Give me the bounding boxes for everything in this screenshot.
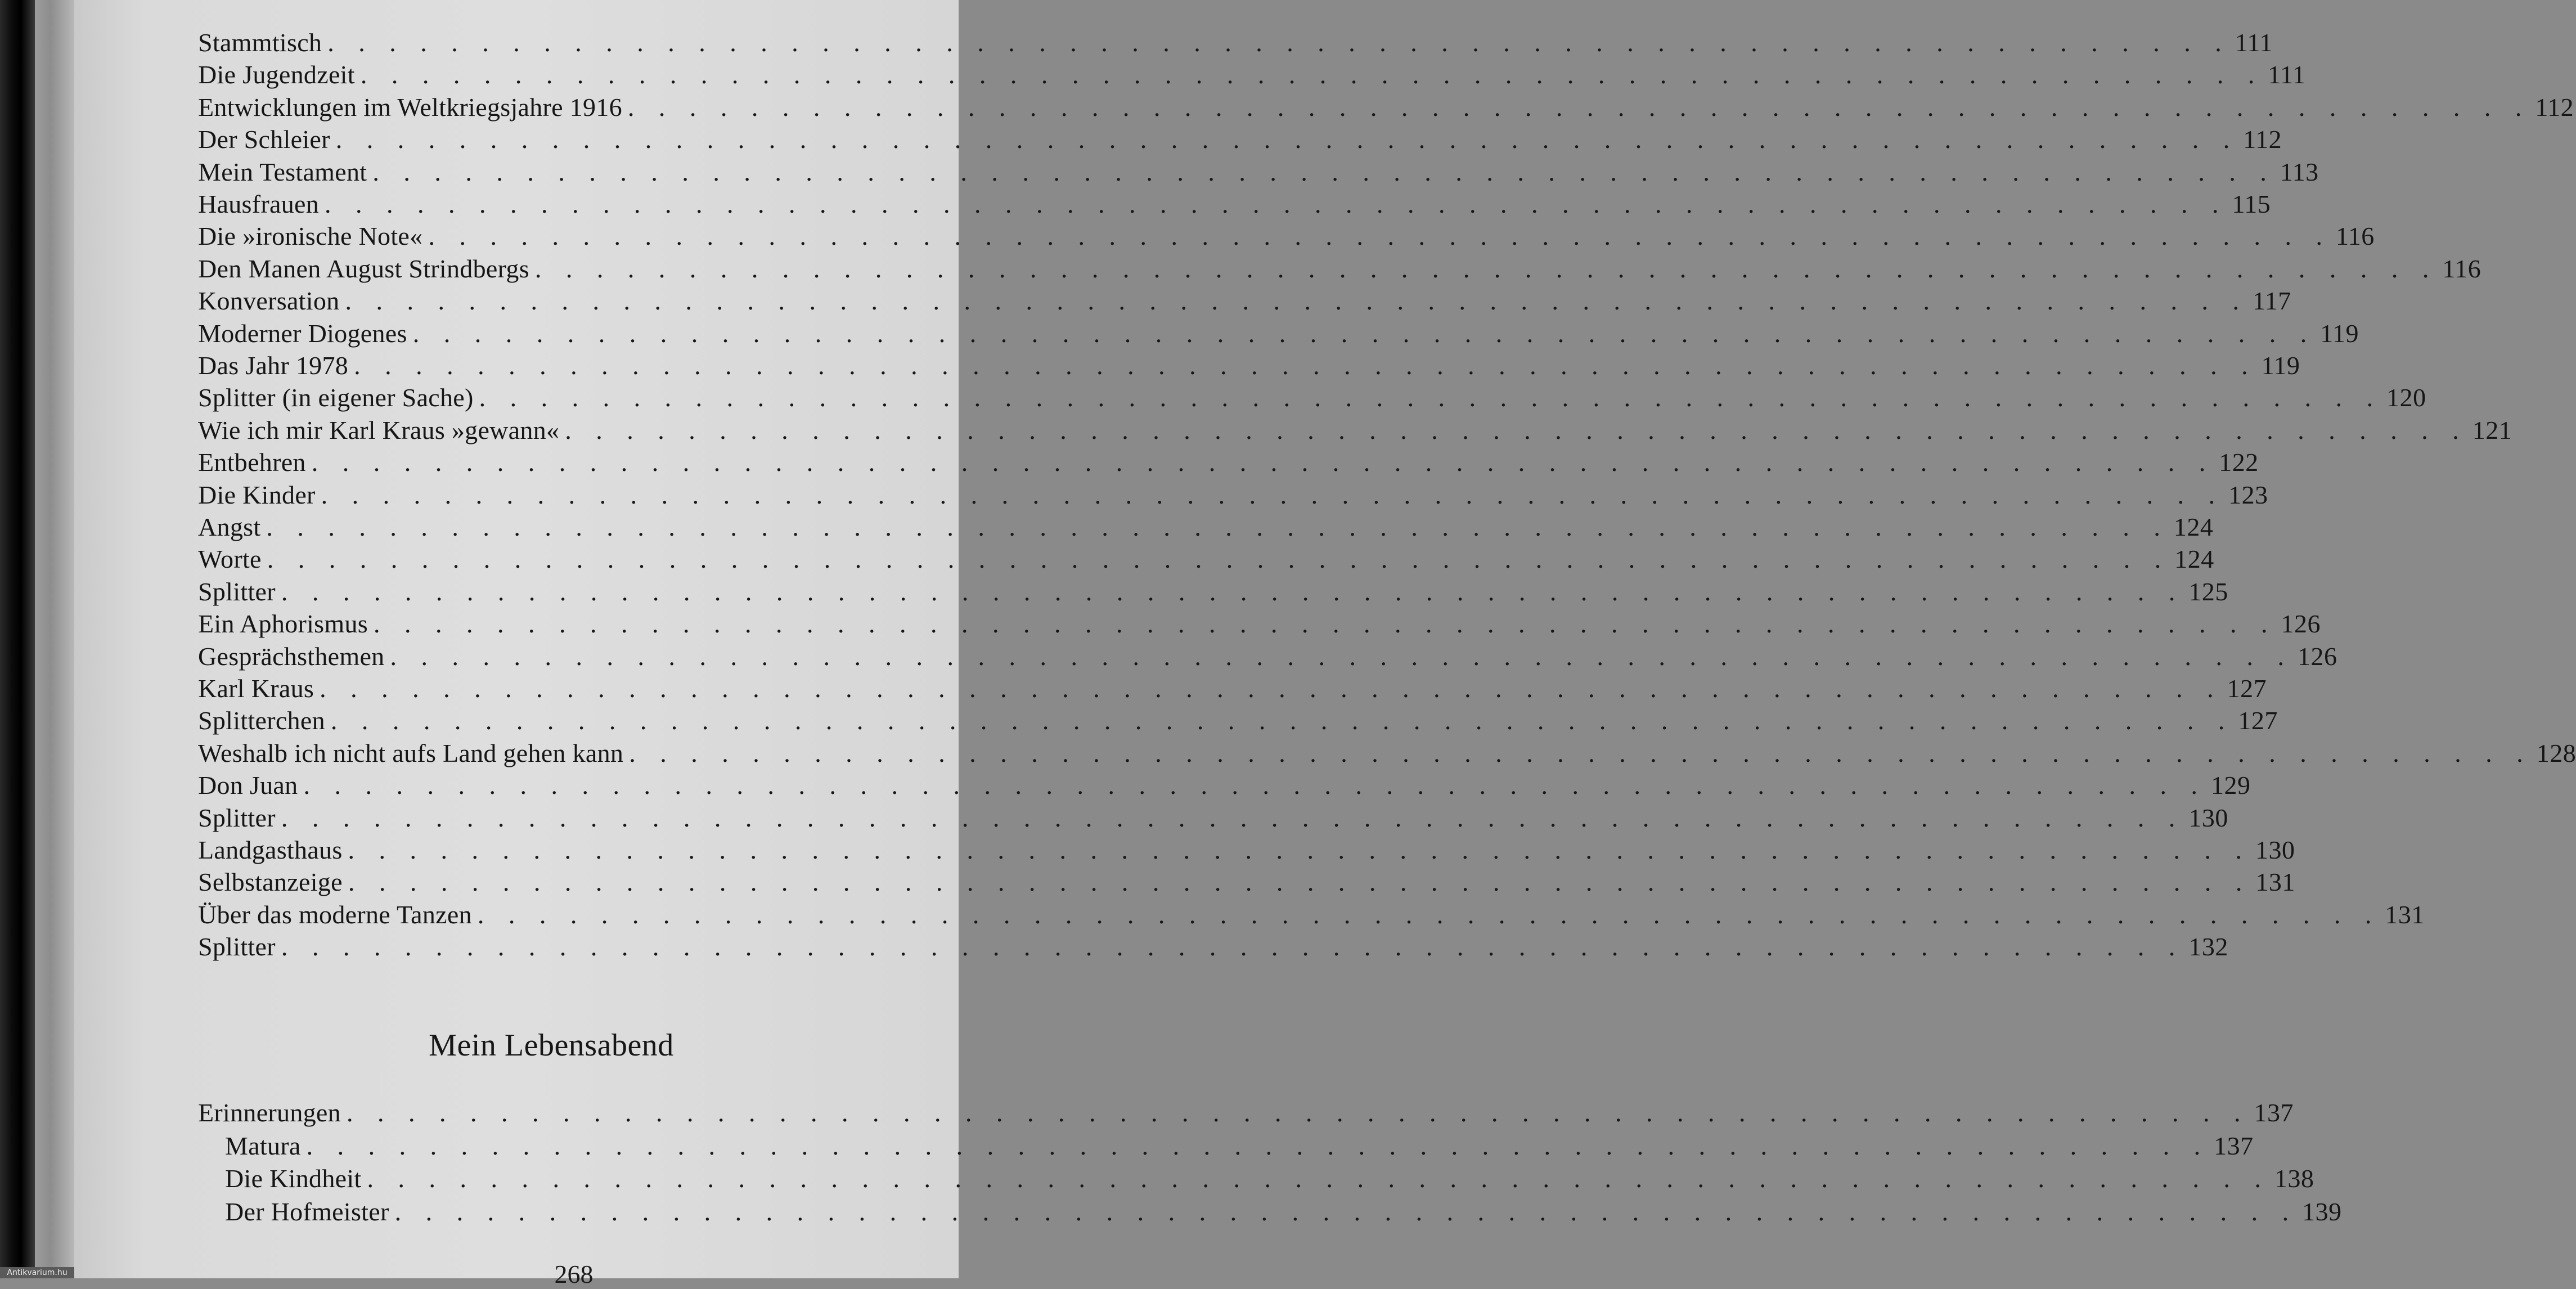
- dot-leader: . . . . . . . . . . . . . . . . . . . . . . . . . . . . . . . . . . . . . . . . . . . . . . . . . . . . . . . . . . . . . .: [281, 932, 2184, 962]
- toc-entry: [198, 318, 2359, 349]
- toc-entry: [225, 1130, 2254, 1162]
- toc-entry: [198, 221, 2375, 252]
- toc-entry-page: 121: [2472, 415, 2512, 444]
- toc-entry: [198, 124, 2282, 155]
- toc-entry: [198, 673, 2267, 704]
- toc-entry-title: Die Jugendzeit: [198, 60, 355, 89]
- dot-leader: . . . . . . . . . . . . . . . . . . . . . . . . . . . . . . . . . . . . . . . . . . . . . . . . . . . . . . . . . . . . . .: [348, 836, 2251, 864]
- toc-entry-page: 117: [2252, 286, 2291, 316]
- toc-entry: [198, 834, 2295, 866]
- toc-entry-page: 119: [2261, 351, 2300, 380]
- toc-entry-page: 128: [2536, 738, 2576, 767]
- dot-leader: . . . . . . . . . . . . . . . . . . . . . . . . . . . . . . . . . . . . . . . . . . . . . . . . . . . . . . . . . . . . . .: [325, 190, 2228, 218]
- toc-entry: [198, 705, 2278, 736]
- dot-leader: . . . . . . . . . . . . . . . . . . . . . . . . . . . . . . . . . . . . . . . . . . . . . . . . . . . . . . . . . . . . . .: [627, 92, 2531, 122]
- dot-leader: . . . . . . . . . . . . . . . . . . . . . . . . . . . . . . . . . . . . . . . . . . . . . . . . . . . . . . . . . . . . . .: [327, 28, 2231, 57]
- book-spine-edge: [0, 0, 35, 1278]
- dot-leader: . . . . . . . . . . . . . . . . . . . . . . . . . . . . . . . . . . . . . . . . . . . . . . . . . . . . . . . . . . . . . .: [281, 803, 2184, 832]
- toc-entry-page: 122: [2219, 448, 2259, 477]
- toc-entry-page: 124: [2173, 513, 2214, 541]
- toc-entry: [198, 866, 2295, 898]
- toc-entry-title: Karl Kraus: [198, 674, 314, 703]
- toc-entry-title: Der Hofmeister: [225, 1197, 389, 1226]
- toc-entry-title: Der Schleier: [198, 125, 330, 154]
- dot-leader: . . . . . . . . . . . . . . . . . . . . . . . . . . . . . . . . . . . . . . . . . . . . . . . . . . . . . . . . . . . . . .: [335, 125, 2239, 154]
- toc-entry-title: Moderner Diogenes: [198, 318, 407, 348]
- toc-entry-title: Ein Aphorismus: [198, 609, 368, 639]
- toc-entry-page: 111: [2235, 28, 2273, 57]
- toc-entry-title: Don Juan: [198, 771, 298, 800]
- dot-leader: . . . . . . . . . . . . . . . . . . . . . . . . . . . . . . . . . . . . . . . . . . . . . . . . . . . . . . . . . . . . . .: [412, 318, 2316, 348]
- toc-entry: [198, 415, 2512, 446]
- toc-entry: [198, 802, 2228, 834]
- dot-leader: . . . . . . . . . . . . . . . . . . . . . . . . . . . . . . . . . . . . . . . . . . . . . . . . . . . . . . . . . . . . . .: [266, 513, 2169, 541]
- toc-entry-page: 113: [2280, 157, 2319, 186]
- toc-entry-page: 130: [2188, 803, 2228, 832]
- toc-entry-page: 137: [2254, 1098, 2294, 1127]
- toc-entry-page: 111: [2268, 60, 2306, 89]
- toc-entry-page: 138: [2274, 1164, 2314, 1193]
- toc-entry-title: Entwicklungen im Weltkriegsjahre 1916: [198, 92, 622, 122]
- toc-entry-page: 139: [2302, 1197, 2342, 1226]
- dot-leader: . . . . . . . . . . . . . . . . . . . . . . . . . . . . . . . . . . . . . . . . . . . . . . . . . . . . . . . . . . . . . .: [346, 1098, 2250, 1127]
- toc-entry-title: Die »ironische Note«: [198, 222, 423, 251]
- toc-entry: [198, 59, 2306, 91]
- toc-entry-title: Splitter: [198, 932, 276, 962]
- toc-entry: [198, 931, 2228, 963]
- toc-entry: [225, 1163, 2314, 1194]
- toc-entry: [198, 544, 2214, 575]
- toc-entry: [198, 1097, 2294, 1129]
- toc-entry: [198, 447, 2259, 478]
- toc-entry-title: Angst: [198, 513, 261, 541]
- toc-entry: [198, 738, 2576, 769]
- dot-leader: . . . . . . . . . . . . . . . . . . . . . . . . . . . . . . . . . . . . . . . . . . . . . . . . . . . . . . . . . . . . . .: [534, 254, 2438, 283]
- toc-entry-title: Hausfrauen: [198, 190, 320, 218]
- toc-entry-page: 112: [2243, 125, 2282, 154]
- toc-entry-page: 127: [2238, 706, 2278, 735]
- toc-entry: [198, 285, 2291, 317]
- watermark-label: Antikvarium.hu: [0, 1267, 74, 1278]
- toc-entry-page: 115: [2232, 190, 2271, 218]
- dot-leader: . . . . . . . . . . . . . . . . . . . . . . . . . . . . . . . . . . . . . . . . . . . . . . . . . . . . . . . . . . . . . .: [320, 674, 2223, 703]
- toc-entry-title: Wie ich mir Karl Kraus »gewann«: [198, 415, 560, 444]
- toc-entry: [198, 156, 2319, 188]
- toc-entry-page: 127: [2227, 674, 2267, 703]
- toc-entry: [198, 608, 2321, 640]
- dot-leader: . . . . . . . . . . . . . . . . . . . . . . . . . . . . . . . . . . . . . . . . . . . . . . . . . . . . . . . . . . . . . .: [354, 351, 2257, 380]
- toc-entry: [225, 1196, 2342, 1228]
- dot-leader: . . . . . . . . . . . . . . . . . . . . . . . . . . . . . . . . . . . . . . . . . . . . . . . . . . . . . . . . . . . . . .: [367, 1164, 2270, 1193]
- toc-entry-page: 120: [2386, 383, 2426, 412]
- dot-leader: . . . . . . . . . . . . . . . . . . . . . . . . . . . . . . . . . . . . . . . . . . . . . . . . . . . . . . . . . . . . . .: [321, 480, 2224, 509]
- toc-entry: [198, 479, 2268, 511]
- toc-entry-page: 132: [2188, 932, 2228, 962]
- toc-entry: [198, 188, 2271, 220]
- toc-entry-title: Erinnerungen: [198, 1098, 341, 1127]
- dot-leader: . . . . . . . . . . . . . . . . . . . . . . . . . . . . . . . . . . . . . . . . . . . . . . . . . . . . . . . . . . . . . .: [281, 577, 2184, 606]
- toc-entry: [198, 27, 2273, 59]
- toc-entry-title: Das Jahr 1978: [198, 351, 349, 380]
- toc-entry-page: 131: [2255, 868, 2295, 897]
- toc-entry-title: Den Manen August Strindbergs: [198, 254, 529, 283]
- toc-entry-page: 123: [2228, 480, 2268, 509]
- toc-entry-page: 125: [2188, 577, 2228, 606]
- toc-entry: [198, 350, 2300, 381]
- toc-entry-title: Landgasthaus: [198, 836, 343, 864]
- dot-leader: . . . . . . . . . . . . . . . . . . . . . . . . . . . . . . . . . . . . . . . . . . . . . . . . . . . . . . . . . . . . . .: [345, 286, 2248, 316]
- toc-entry: [198, 641, 2337, 672]
- toc-entry: [198, 511, 2214, 543]
- dot-leader: . . . . . . . . . . . . . . . . . . . . . . . . . . . . . . . . . . . . . . . . . . . . . . . . . . . . . . . . . . . . . .: [565, 415, 2468, 444]
- dot-leader: . . . . . . . . . . . . . . . . . . . . . . . . . . . . . . . . . . . . . . . . . . . . . . . . . . . . . . . . . . . . . .: [267, 545, 2170, 574]
- toc-entry-page: 126: [2281, 609, 2321, 639]
- toc-entry-page: 124: [2174, 545, 2214, 574]
- dot-leader: . . . . . . . . . . . . . . . . . . . . . . . . . . . . . . . . . . . . . . . . . . . . . . . . . . . . . . . . . . . . . .: [477, 900, 2381, 929]
- toc-entry-title: Entbehren: [198, 448, 306, 477]
- toc-entry-title: Stammtisch: [198, 28, 322, 57]
- page-number: 268: [554, 1260, 594, 1288]
- toc-entry: [198, 770, 2251, 801]
- toc-entry: [198, 576, 2228, 608]
- toc-entry-title: Matura: [225, 1131, 301, 1160]
- toc-entry-page: 130: [2255, 836, 2295, 864]
- toc-entry: [198, 92, 2574, 123]
- toc-entry: [198, 253, 2481, 285]
- toc-entry: [198, 899, 2425, 931]
- dot-leader: . . . . . . . . . . . . . . . . . . . . . . . . . . . . . . . . . . . . . . . . . . . . . . . . . . . . . . . . . . . . . .: [360, 60, 2264, 89]
- book-page: [74, 0, 2576, 1288]
- toc-entry-title: Splitter: [198, 577, 276, 606]
- toc-entry-title: Mein Testament: [198, 157, 367, 186]
- toc-entry-title: Weshalb ich nicht aufs Land gehen kann: [198, 738, 624, 767]
- toc-entry-title: Die Kindheit: [225, 1164, 362, 1193]
- toc-entry-page: 116: [2335, 222, 2375, 251]
- toc-entry-title: Splitter (in eigener Sache): [198, 383, 474, 412]
- dot-leader: . . . . . . . . . . . . . . . . . . . . . . . . . . . . . . . . . . . . . . . . . . . . . . . . . . . . . . . . . . . . . .: [394, 1197, 2298, 1226]
- toc-entry-title: Selbstanzeige: [198, 868, 343, 897]
- toc-entry-page: 119: [2320, 318, 2359, 348]
- section-heading: Mein Lebensabend: [429, 1028, 674, 1063]
- dot-leader: . . . . . . . . . . . . . . . . . . . . . . . . . . . . . . . . . . . . . . . . . . . . . . . . . . . . . . . . . . . . . .: [629, 738, 2532, 767]
- toc-entry-page: 112: [2535, 92, 2574, 122]
- toc-entry-title: Die Kinder: [198, 480, 316, 509]
- dot-leader: . . . . . . . . . . . . . . . . . . . . . . . . . . . . . . . . . . . . . . . . . . . . . . . . . . . . . . . . . . . . . .: [306, 1131, 2210, 1160]
- toc-entry-title: Gesprächsthemen: [198, 641, 385, 671]
- dot-leader: . . . . . . . . . . . . . . . . . . . . . . . . . . . . . . . . . . . . . . . . . . . . . . . . . . . . . . . . . . . . . .: [311, 448, 2215, 477]
- toc-entry-title: Splitter: [198, 803, 276, 832]
- dot-leader: . . . . . . . . . . . . . . . . . . . . . . . . . . . . . . . . . . . . . . . . . . . . . . . . . . . . . . . . . . . . . .: [479, 383, 2382, 412]
- toc-entry-page: 129: [2210, 771, 2251, 800]
- toc-entry-title: Über das moderne Tanzen: [198, 900, 472, 929]
- dot-leader: . . . . . . . . . . . . . . . . . . . . . . . . . . . . . . . . . . . . . . . . . . . . . . . . . . . . . . . . . . . . . .: [428, 222, 2331, 251]
- dot-leader: . . . . . . . . . . . . . . . . . . . . . . . . . . . . . . . . . . . . . . . . . . . . . . . . . . . . . . . . . . . . . .: [348, 868, 2251, 897]
- dot-leader: . . . . . . . . . . . . . . . . . . . . . . . . . . . . . . . . . . . . . . . . . . . . . . . . . . . . . . . . . . . . . .: [373, 609, 2277, 639]
- dot-leader: . . . . . . . . . . . . . . . . . . . . . . . . . . . . . . . . . . . . . . . . . . . . . . . . . . . . . . . . . . . . . .: [330, 706, 2234, 735]
- toc-entry-page: 137: [2214, 1131, 2254, 1160]
- dot-leader: . . . . . . . . . . . . . . . . . . . . . . . . . . . . . . . . . . . . . . . . . . . . . . . . . . . . . . . . . . . . . .: [390, 641, 2293, 671]
- dot-leader: . . . . . . . . . . . . . . . . . . . . . . . . . . . . . . . . . . . . . . . . . . . . . . . . . . . . . . . . . . . . . .: [372, 157, 2276, 186]
- toc-entry-title: Konversation: [198, 286, 340, 316]
- toc-entry-title: Worte: [198, 545, 262, 574]
- toc-entry: [198, 382, 2426, 414]
- toc-entry-page: 116: [2442, 254, 2481, 283]
- toc-entry-title: Splitterchen: [198, 706, 325, 735]
- dot-leader: . . . . . . . . . . . . . . . . . . . . . . . . . . . . . . . . . . . . . . . . . . . . . . . . . . . . . . . . . . . . . .: [303, 771, 2206, 800]
- toc-entry-page: 131: [2385, 900, 2425, 929]
- book-gutter: [35, 0, 74, 1278]
- toc-entry-page: 126: [2298, 641, 2337, 671]
